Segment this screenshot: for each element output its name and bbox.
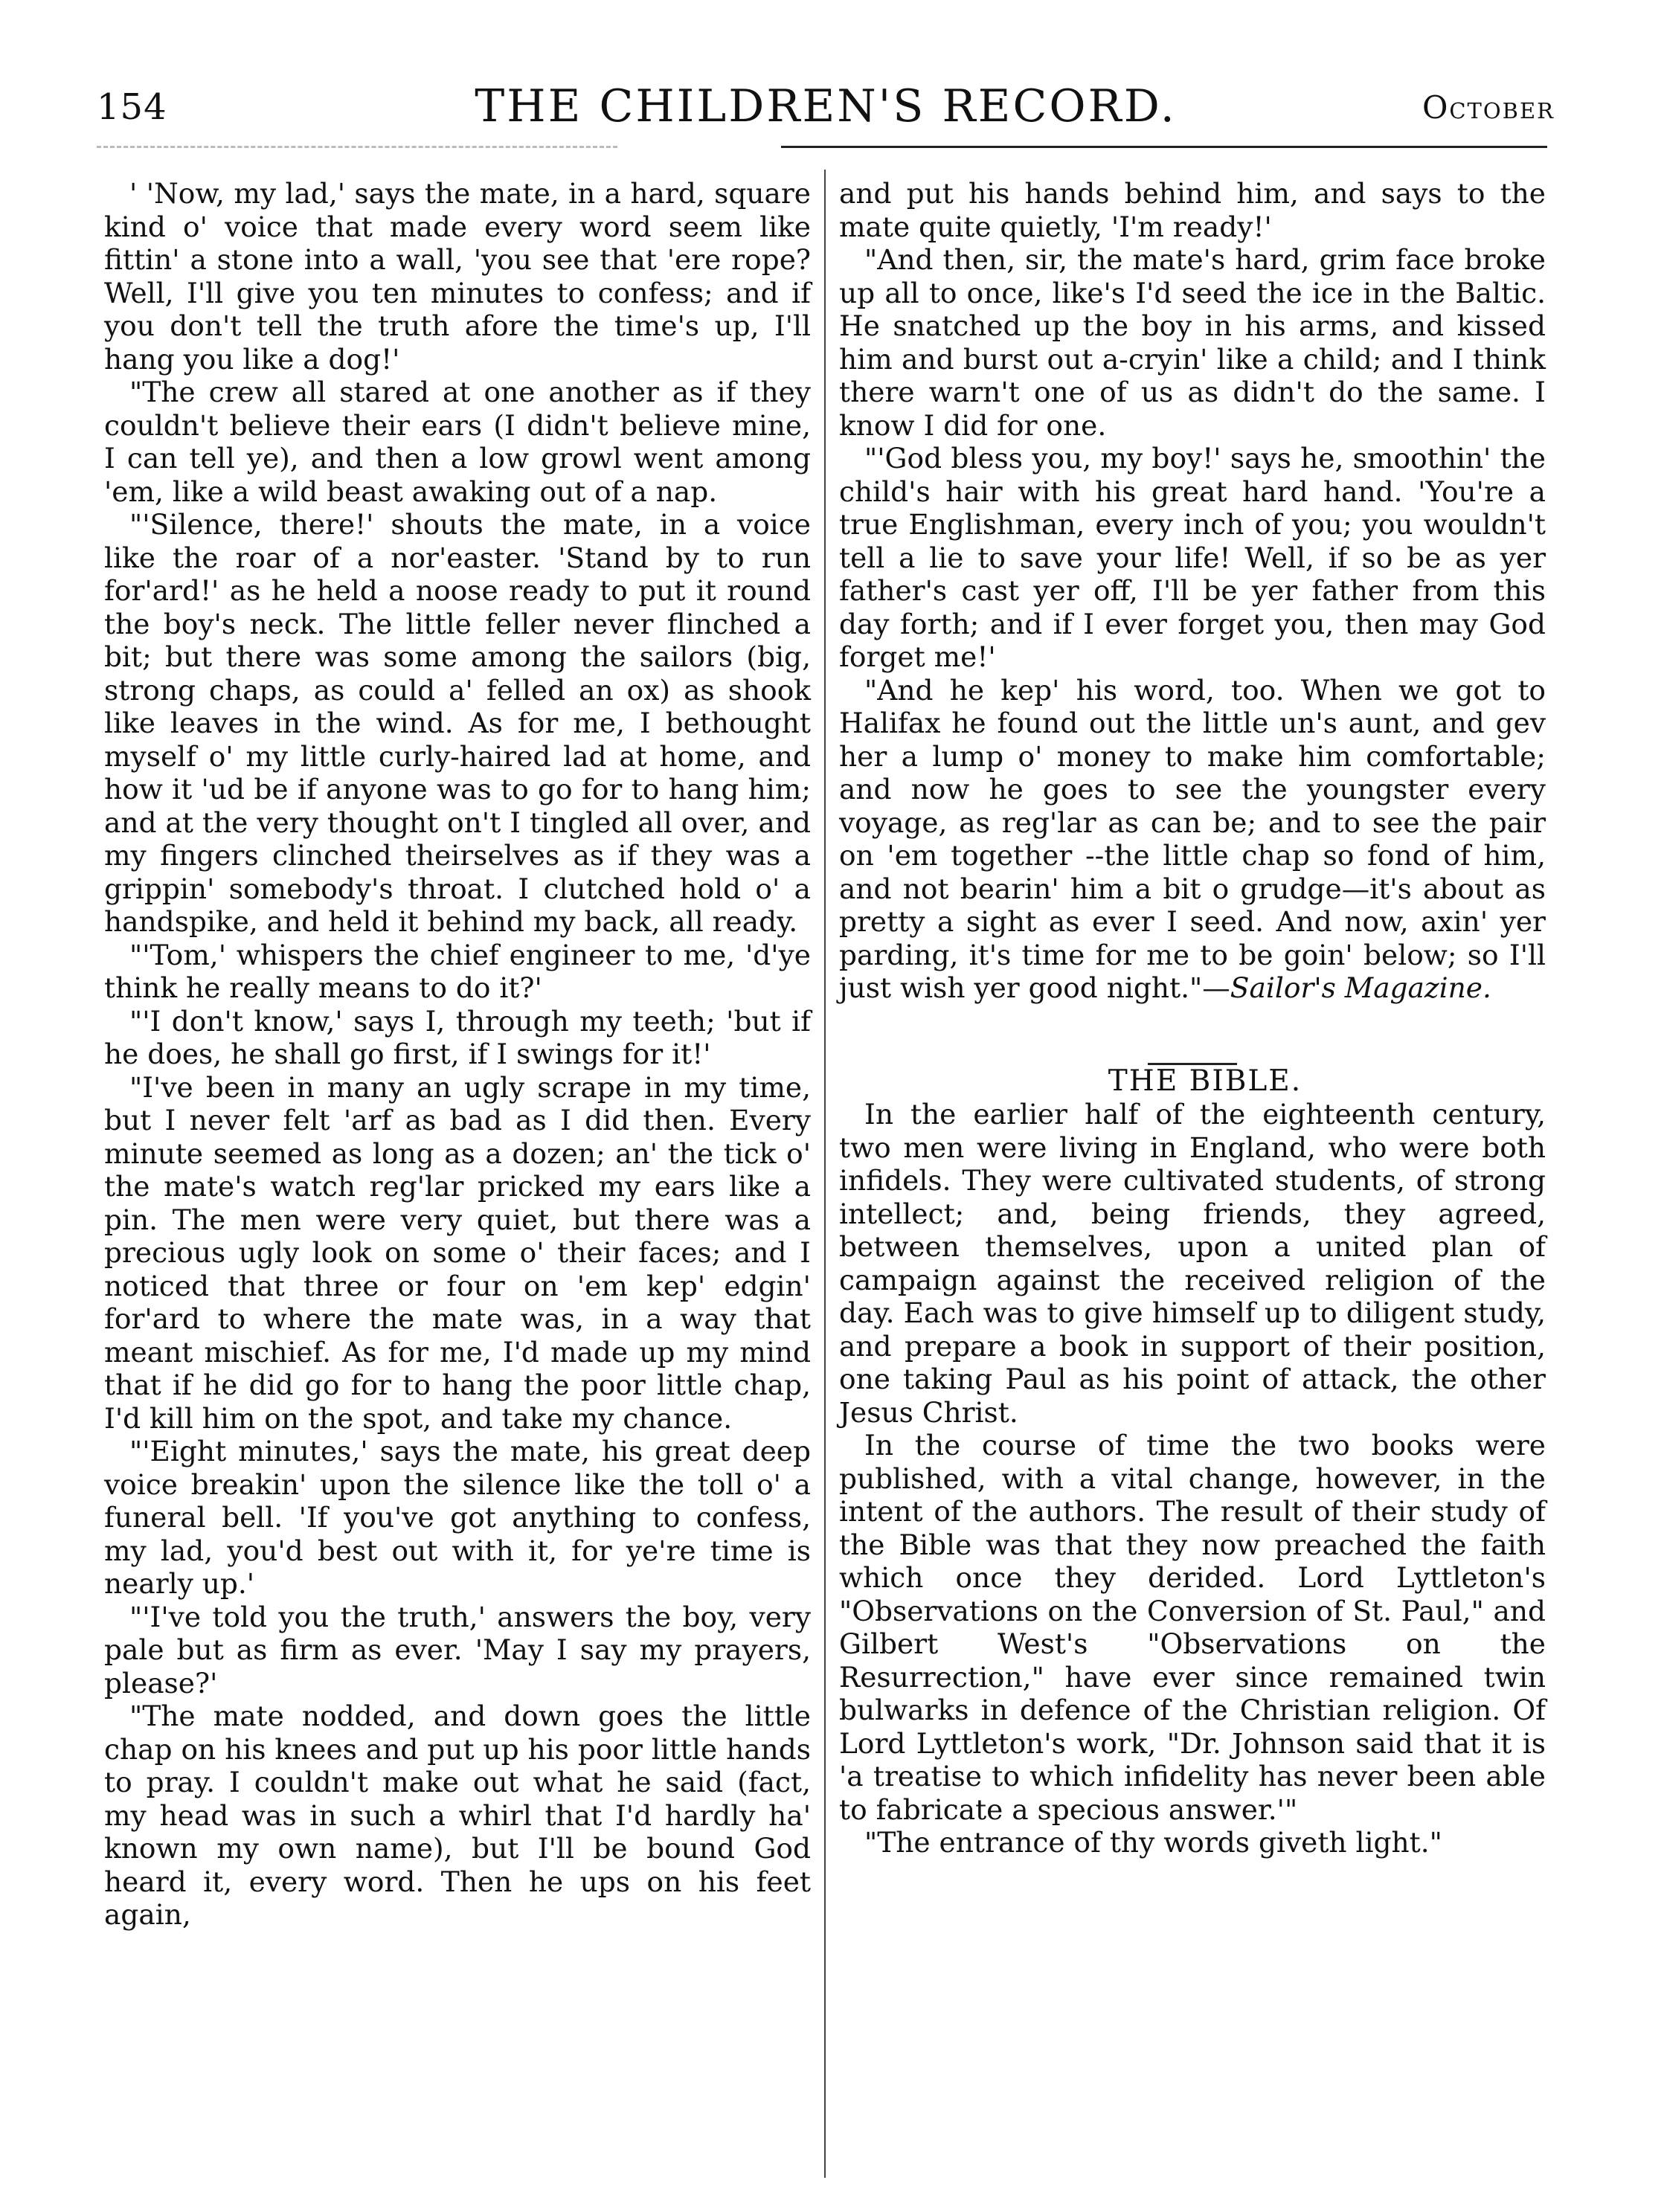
right-column <box>839 177 1546 1859</box>
paragraph: "'I don't know,' says I, through my teeth; 'but if he does, he shall go first, if I swings for it!' <box>104 1004 811 1070</box>
paragraph: ' 'Now, my lad,' says the mate, in a hard, square kind o' voice that made every word seem like fittin' a stone into a wall, 'you see that 'ere rope? Well, I'll give you ten minutes to confess; and if you don't tell the truth afore the time's up, I'll hang you like a dog!' <box>104 177 811 376</box>
section-title: THE BIBLE. <box>1108 1064 1302 1098</box>
paragraph: "The crew all stared at one another as if they couldn't believe their ears (I didn't believe mine, I can tell ye), and then a low growl went among 'em, like a wild beast awaking out of a nap. <box>104 376 811 508</box>
paragraph: "The mate nodded, and down goes the little chap on his knees and put up his poor little hands to pray. I couldn't make out what he said (fact, my head was in such a whirl that I'd hardly ha' known my own name), but I'll be bound God heard it, every word. Then he ups on his feet again, <box>104 1700 811 1931</box>
paragraph: In the course of time the two books were published, with a vital change, however, in the intent of the authors. The result of their study of the Bible was that they now preached the faith which once they derided. Lord Lyttleton's "Observations on the Conversion of St. Paul," and Gilbert West's "Observations on the Resurrection," have ever since remained twin bulwarks in defence of the Christian religion. Of Lord Lyttleton's work, "Dr. Johnson said that it is 'a treatise to which infidelity has never been able to fabricate a specious answer.'" <box>839 1429 1546 1826</box>
paragraph: "'Tom,' whispers the chief engineer to me, 'd'ye think he really means to do it?' <box>104 938 811 1004</box>
column-divider <box>824 170 826 2178</box>
paragraph: In the earlier half of the eighteenth century, two men were living in England, who were both infidels. They were cultivated students, of strong intellect; and, being friends, they agreed, between themselves, upon a united plan of campaign against the received religion of the day. Each was to give himself up to diligent study, and prepare a book in support of their position, one taking Paul as his point of attack, the other Jesus Christ. <box>839 1098 1546 1429</box>
page-header <box>97 80 1555 140</box>
paragraph-with-source <box>839 674 1546 1005</box>
paragraph: "'God bless you, my boy!' says he, smoothin' the child's hair with his great hard hand. 'You're a true Englishman, every inch of you; you wouldn't tell a lie to save your life! Well, if so be as yer father's cast yer off, I'll be yer father from this day forth; and if I ever forget you, then may God forget me!' <box>839 442 1546 673</box>
paragraph: "'I've told you the truth,' answers the boy, very pale but as firm as ever. 'May I say my prayers, please?' <box>104 1600 811 1700</box>
page-number: 154 <box>97 86 167 128</box>
paragraph: "And then, sir, the mate's hard, grim face broke up all to once, like's I'd seed the ice in the Baltic. He snatched up the boy in his arms, and kissed him and burst out a-cryin' like a child; and I think there warn't one of us as didn't do the same. I know I did for one. <box>839 243 1546 442</box>
header-rule-faint <box>97 146 617 148</box>
paragraph: "I've been in many an ugly scrape in my time, but I never felt 'arf as bad as I did then. Every minute seemed as long as a dozen; an' the tick o' the mate's watch reg'lar pricked my ears like a pin. The men were very quiet, but there was a precious ugly look on some o' their faces; and I noticed that three or four on 'em kep' edgin' for'ard to where the mate was, in a way that meant mischief. As for me, I'd made up my mind that if he did go for to hang the poor little chap, I'd kill him on the spot, and take my chance. <box>104 1070 811 1435</box>
paragraph-text: "And he kep' his word, too. When we got to Halifax he found out the little un's aunt, and gev her a lump o' money to make him comfortable; and now he goes to see the youngster every voyage, as reg'lar as can be; and to see the pair on 'em together --the little chap so fond of him, and not bearin' him a bit o grudge—it's about as pretty a sight as ever I seed. And now, axin' yer parding, it's time for me to be goin' below; so I'll just wish yer good night."— <box>839 673 1546 1004</box>
header-rule <box>781 146 1547 148</box>
left-column <box>104 177 811 1932</box>
journal-title: THE CHILDREN'S RECORD. <box>475 80 1177 132</box>
paragraph: "'Eight minutes,' says the mate, his great deep voice breakin' upon the silence like the toll o' a funeral bell. 'If you've got anything to confess, my lad, you'd best out with it, for ye're time is nearly up.' <box>104 1435 811 1600</box>
month-label: October <box>1422 89 1555 126</box>
paragraph: "The entrance of thy words giveth light." <box>864 1826 1442 1859</box>
paragraph: "'Silence, there!' shouts the mate, in a voice like the roar of a nor'easter. 'Stand by to run for'ard!' as he held a noose ready to put it round the boy's neck. The little feller never flinched a bit; but there was some among the sailors (big, strong chaps, as could a' felled an ox) as shook like leaves in the wind. As for me, I bethought myself o' my little curly-haired lad at home, and how it 'ud be if anyone was to go for to hang him; and at the very thought on't I tingled all over, and my fingers clinched theirselves as if they was a grippin' somebody's throat. I clutched hold o' a handspike, and held it behind my back, all ready. <box>104 508 811 938</box>
paragraph: and put his hands behind him, and says to the mate quite quietly, 'I'm ready!' <box>839 177 1546 243</box>
source-citation: Sailor's Magazine. <box>1230 971 1491 1004</box>
